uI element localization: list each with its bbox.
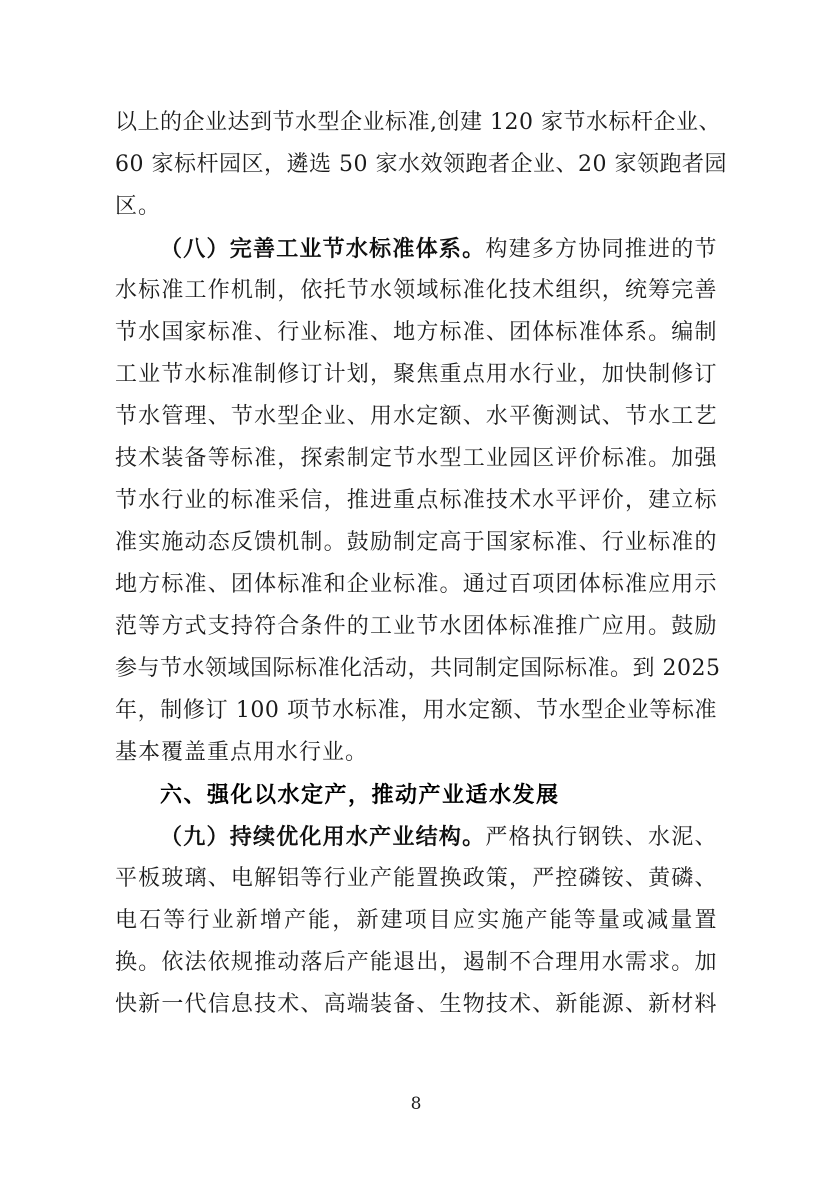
- paragraph-9-first-line: [115, 816, 717, 858]
- document-body: [115, 102, 727, 1026]
- paragraph-9-title: （九）持续优化用水产业结构。: [160, 824, 486, 850]
- text-line: 平板玻璃、电解铝等行业产能置换政策，严控磷铵、黄磷、: [115, 866, 717, 891]
- text-line: 换。依法依规推动落后产能退出，遏制不合理用水需求。加: [115, 950, 717, 975]
- text-line: 年，制修订 100 项节水标准，用水定额、节水型企业等标准: [115, 698, 717, 723]
- paragraph-8-first-line: [115, 228, 717, 270]
- text-line: 工业节水标准制修订计划，聚焦重点用水行业，加快制修订: [115, 362, 717, 387]
- text-line: 以上的企业达到节水型企业标准,创建 120 家节水标杆企业、: [115, 110, 721, 135]
- text-line: 节水国家标准、行业标准、地方标准、团体标准体系。编制: [115, 320, 717, 345]
- text-line: 快新一代信息技术、高端装备、生物技术、新能源、新材料: [115, 992, 717, 1017]
- text-line: 区。: [115, 194, 162, 219]
- text-run: 构建多方协同推进的节: [485, 237, 717, 262]
- text-line: 60 家标杆园区，遴选 50 家水效领跑者企业、20 家领跑者园: [115, 152, 727, 177]
- paragraph-8-title: （八）完善工业节水标准体系。: [160, 236, 486, 262]
- text-line: 水标准工作机制，依托节水领域标准化技术组织，统筹完善: [115, 278, 717, 303]
- text-line: 参与节水领域国际标准化活动，共同制定国际标准。到 2025: [115, 656, 721, 681]
- text-line: 节水管理、节水型企业、用水定额、水平衡测试、节水工艺: [115, 404, 717, 429]
- text-line: 电石等行业新增产能，新建项目应实施产能等量或减量置: [115, 908, 717, 933]
- text-line: 基本覆盖重点用水行业。: [115, 740, 369, 765]
- page-number: 8: [410, 1094, 422, 1114]
- text-line: 范等方式支持符合条件的工业节水团体标准推广应用。鼓励: [115, 614, 717, 639]
- text-line: 技术装备等标准，探索制定节水型工业园区评价标准。加强: [115, 446, 717, 471]
- text-run: 严格执行钢铁、水泥、: [485, 825, 717, 850]
- section-6-heading: 六、强化以水定产，推动产业适水发展: [160, 782, 560, 807]
- text-line: 节水行业的标准采信，推进重点标准技术水平评价，建立标: [115, 488, 717, 513]
- text-line: 地方标准、团体标准和企业标准。通过百项团体标准应用示: [115, 572, 717, 597]
- text-line: 准实施动态反馈机制。鼓励制定高于国家标准、行业标准的: [115, 530, 717, 555]
